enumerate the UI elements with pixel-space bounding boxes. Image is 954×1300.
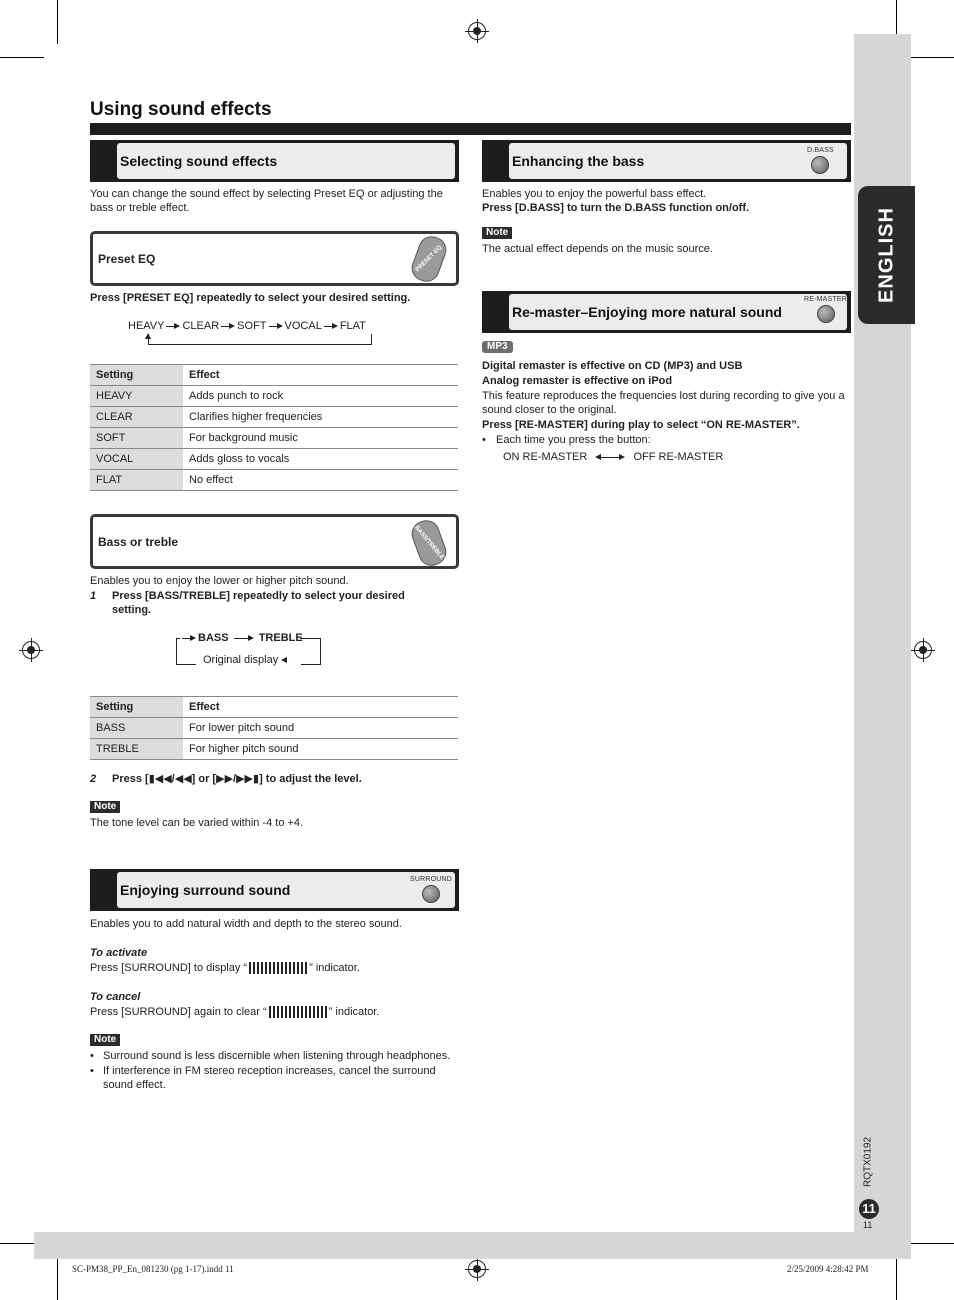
bass-treble-icon-text: BASS/TREBLE	[413, 524, 445, 562]
cancel-text-part: ” indicator.	[328, 1006, 380, 1018]
step-number: 1	[90, 590, 97, 602]
table-row	[90, 739, 458, 760]
cancel-text	[90, 1005, 458, 1019]
bass-intro: Enables you to enjoy the powerful bass effect.	[482, 188, 707, 200]
flow-item: FLAT	[339, 320, 366, 332]
section-heading: Re-master–Enjoying more natural sound	[512, 304, 782, 320]
bass-treble-label: Bass or treble	[98, 534, 179, 549]
skip-forward-icon: ▶▶/▶▶▮	[216, 773, 260, 785]
surround-button-icon	[410, 876, 452, 903]
crop-mark	[910, 1243, 954, 1244]
table-cell: TREBLE	[90, 739, 183, 760]
flow-item: BASS	[198, 632, 229, 644]
language-tab	[858, 186, 915, 324]
preset-eq-button-icon	[408, 233, 450, 286]
step-number: 2	[90, 773, 97, 785]
flow-item: CLEAR	[182, 320, 220, 332]
arrow-both-icon	[595, 453, 625, 462]
table-row	[90, 470, 458, 491]
registration-mark-icon	[914, 641, 932, 659]
table-cell: Clarifies higher frequencies	[183, 407, 458, 428]
section-header-selecting	[90, 140, 459, 182]
list-item	[482, 433, 850, 447]
table-cell: For lower pitch sound	[183, 718, 458, 739]
arrow-right-icon	[324, 322, 338, 331]
bass-treble-note: The tone level can be varied within -4 to +4.	[90, 817, 304, 829]
title-rule	[90, 123, 851, 135]
flow-item: ON RE-MASTER	[503, 451, 588, 463]
remaster-line1: Digital remaster is effective on CD (MP3) and USB	[482, 360, 743, 372]
table-header-row	[90, 697, 458, 718]
note-text: If interference in FM stereo reception increases, cancel the surround sound effect.	[103, 1065, 436, 1091]
bass-treble-step2	[112, 772, 452, 786]
table-row	[90, 718, 458, 739]
crop-mark	[57, 0, 58, 44]
section-heading: Enhancing the bass	[512, 153, 645, 169]
list-item	[90, 1064, 458, 1092]
cancel-title: To cancel	[90, 991, 141, 1003]
table-cell: No effect	[183, 470, 458, 491]
page-title: Using sound effects	[90, 99, 272, 120]
note-tag: Note	[90, 801, 120, 813]
step2-text: Press [	[112, 773, 149, 785]
page-number-badge: 11	[859, 1199, 879, 1219]
flow-item: TREBLE	[258, 632, 303, 644]
table-cell: VOCAL	[90, 449, 183, 470]
arrow-right-icon	[182, 634, 196, 643]
crop-mark	[896, 1256, 897, 1300]
mp3-tag: MP3	[482, 341, 513, 353]
table-cell: FLAT	[90, 470, 183, 491]
bass-treble-step1: Press [BASS/TREBLE] repeatedly to select your desired setting.	[112, 590, 405, 616]
bullet-icon: •	[482, 434, 486, 446]
activate-title: To activate	[90, 947, 148, 959]
footer-file: SC-PM38_PP_En_081230 (pg 1-17).indd 11	[72, 1264, 234, 1274]
flow-item: VOCAL	[284, 320, 322, 332]
bass-instruction: Press [D.BASS] to turn the D.BASS function on/off.	[482, 202, 750, 214]
table-cell: Setting	[90, 365, 183, 386]
activate-text	[90, 961, 458, 975]
activate-text-part: ” indicator.	[309, 962, 360, 974]
table-cell: SOFT	[90, 428, 183, 449]
bass-treble-flow	[180, 632, 303, 644]
section-heading: Enjoying surround sound	[120, 882, 291, 898]
flow-item: HEAVY	[128, 320, 165, 332]
section-header-surround	[90, 869, 459, 911]
table-row	[90, 428, 458, 449]
surround-note-list	[90, 1049, 458, 1092]
arrow-right-icon	[234, 634, 254, 643]
preset-eq-instruction: Press [PRESET EQ] repeatedly to select your desired setting.	[90, 292, 411, 304]
flow-return-line	[148, 334, 372, 345]
table-row	[90, 407, 458, 428]
button-caption: SURROUND	[410, 876, 453, 883]
bottom-bar	[34, 1232, 911, 1259]
page-number-small: 11	[863, 1220, 873, 1230]
table-row	[90, 386, 458, 407]
flow-item: OFF RE-MASTER	[633, 451, 724, 463]
footer-timestamp: 2/25/2009 4:28:42 PM	[787, 1264, 869, 1274]
arrow-left-icon	[281, 657, 287, 663]
section-header-remaster	[482, 291, 851, 333]
bass-note: The actual effect depends on the music source.	[482, 243, 713, 255]
doc-code: RQTX0192	[862, 1136, 874, 1188]
button-caption: D.BASS	[807, 147, 834, 154]
arrow-right-icon	[269, 322, 283, 331]
bullet-icon: •	[90, 1065, 94, 1077]
arrow-up-icon	[145, 333, 151, 339]
step2-text: ] or [	[191, 773, 217, 785]
preset-eq-label: Preset EQ	[98, 251, 156, 266]
activate-text-part: Press [SURROUND] to display “	[90, 962, 248, 974]
section-heading: Selecting sound effects	[120, 153, 278, 169]
language-tab-label: ENGLISH	[875, 207, 897, 303]
table-cell: Adds punch to rock	[183, 386, 458, 407]
preset-eq-table	[90, 364, 458, 491]
remaster-bullet: Each time you press the button:	[496, 434, 651, 446]
arrow-right-icon	[166, 322, 180, 331]
remaster-flow	[503, 451, 723, 463]
flow-item: SOFT	[237, 320, 267, 332]
button-knob	[422, 885, 440, 903]
table-cell: Effect	[183, 365, 458, 386]
registration-mark-icon	[22, 641, 40, 659]
dbass-button-icon	[807, 147, 834, 174]
remaster-line2: Analog remaster is effective on iPod	[482, 375, 673, 387]
table-cell: For higher pitch sound	[183, 739, 458, 760]
remaster-desc: This feature reproduces the frequencies lost during recording to give you a sound closer to the original.	[482, 390, 845, 416]
crop-mark	[910, 57, 954, 58]
table-cell: Effect	[183, 697, 458, 718]
bass-treble-table	[90, 696, 458, 760]
bullet-icon: •	[90, 1050, 94, 1062]
step2-text: ] to adjust the level.	[259, 773, 362, 785]
list-item	[90, 1049, 458, 1063]
surround-intro: Enables you to add natural width and depth to the stereo sound.	[90, 918, 402, 930]
table-cell: BASS	[90, 718, 183, 739]
preset-eq-flow	[128, 320, 366, 332]
skip-back-icon: ▮◀◀/◀◀	[148, 773, 192, 785]
button-knob	[817, 305, 835, 323]
preset-eq-icon-text: PRESET EQ	[414, 244, 444, 274]
registration-mark-icon	[468, 1260, 486, 1278]
note-text: Surround sound is less discernible when listening through headphones.	[103, 1050, 451, 1062]
preset-eq-box	[90, 231, 459, 286]
crop-mark	[0, 57, 44, 58]
button-caption: RE-MASTER	[804, 296, 848, 303]
bass-treble-original	[203, 654, 287, 666]
surround-indicator-icon	[269, 1006, 327, 1018]
table-cell: HEAVY	[90, 386, 183, 407]
note-tag: Note	[90, 1034, 120, 1046]
button-knob	[811, 156, 829, 174]
table-cell: Setting	[90, 697, 183, 718]
registration-mark-icon	[468, 22, 486, 40]
note-tag: Note	[482, 227, 512, 239]
table-cell: For background music	[183, 428, 458, 449]
remaster-button-icon	[804, 296, 847, 323]
table-header-row	[90, 365, 458, 386]
table-cell: Adds gloss to vocals	[183, 449, 458, 470]
flow-item: Original display	[203, 654, 279, 666]
selecting-intro: You can change the sound effect by selecting Preset EQ or adjusting the bass or treble effect.	[90, 188, 443, 214]
cancel-text-part: Press [SURROUND] again to clear “	[90, 1006, 267, 1018]
bass-treble-intro: Enables you to enjoy the lower or higher pitch sound.	[90, 575, 349, 587]
section-header-bass	[482, 140, 851, 182]
arrow-right-icon	[221, 322, 235, 331]
table-row	[90, 449, 458, 470]
table-cell: CLEAR	[90, 407, 183, 428]
bass-treble-button-icon	[408, 517, 450, 570]
surround-indicator-icon	[249, 962, 307, 974]
crop-mark	[57, 1256, 58, 1300]
bass-treble-box	[90, 514, 459, 569]
remaster-instruction: Press [RE-MASTER] during play to select “ON RE-MASTER”.	[482, 419, 800, 431]
